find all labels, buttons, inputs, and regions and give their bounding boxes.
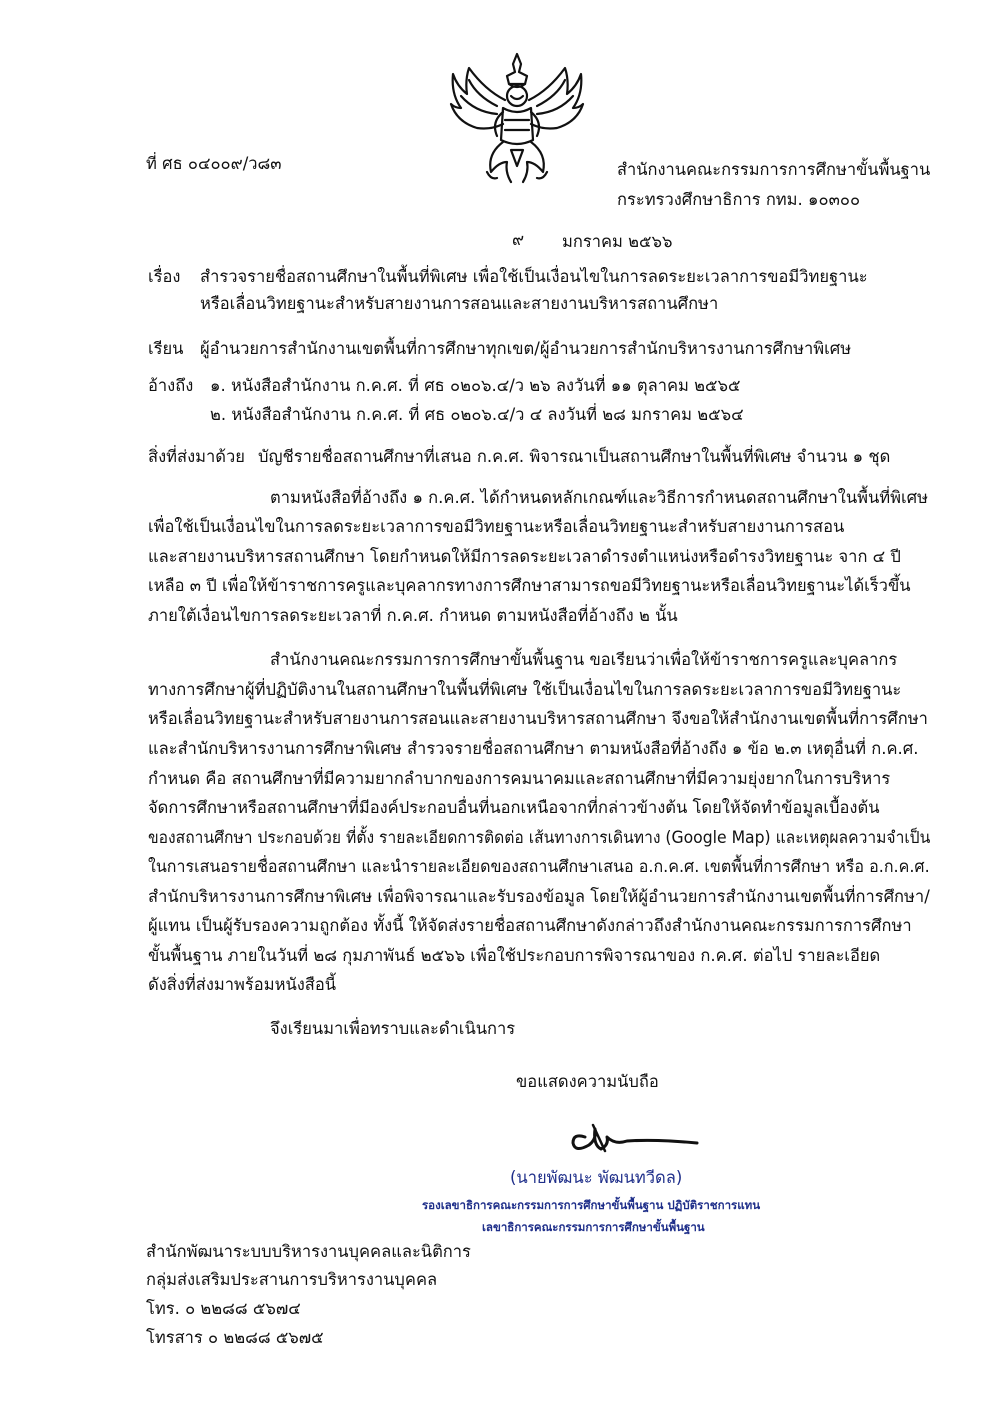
paragraph-1-line: และสายงานบริหารสถานศึกษา โดยกำหนดให้มีการลดระยะเวลาดำรงตำแหน่งหรือดำรงวิทยฐานะ จาก ๔ ปี <box>148 547 901 566</box>
paragraph-2-line: และสำนักบริหารงานการศึกษาพิเศษ สำรวจรายชื่อสถานศึกษา ตามหนังสือที่อ้างถึง ๑ ข้อ ๒.๓ เหตุอื่นที่ ก.ค.ศ. <box>148 739 919 758</box>
paragraph-2-line: จัดการศึกษาหรือสถานศึกษาที่มีองค์ประกอบอื่นที่นอกเหนือจากที่กล่าวข้างต้น โดยให้จัดทำข้อมูลเบื้องต้น <box>148 798 880 817</box>
paragraph-2-line: หรือเลื่อนวิทยฐานะสำหรับสายงานการสอนและสายงานบริหารสถานศึกษา จึงขอให้สำนักงานเขตพื้นที่การศึกษา <box>148 709 928 728</box>
paragraph-1-line: ภายใต้เงื่อนไขการลดระยะเวลาที่ ก.ค.ศ. กำหนด ตามหนังสือที่อ้างถึง ๒ นั้น <box>148 606 678 625</box>
paragraph-2-line: ในการเสนอรายชื่อสถานศึกษา และนำรายละเอียดของสถานศึกษาเสนอ อ.ก.ค.ศ. เขตพื้นที่การศึกษา หรือ อ.ก.ค.ศ. <box>148 857 930 876</box>
paragraph-2-line: สำนักงานคณะกรรมการการศึกษาขั้นพื้นฐาน ขอเรียนว่าเพื่อให้ข้าราชการครูและบุคลากร <box>270 650 898 669</box>
closing-request: จึงเรียนมาเพื่อทราบและดำเนินการ <box>270 1019 516 1038</box>
signatory-name: (นายพัฒนะ พัฒนทวีดล) <box>510 1168 683 1187</box>
footer-fax: โทรสาร ๐ ๒๒๘๘ ๕๖๗๕ <box>146 1328 324 1347</box>
footer-group: กลุ่มส่งเสริมประสานการบริหารงานบุคคล <box>146 1270 438 1289</box>
subject-label: เรื่อง <box>148 267 181 286</box>
salutation-label: เรียน <box>148 339 184 358</box>
signatory-title-line-1: รองเลขาธิการคณะกรรมการการศึกษาขั้นพื้นฐาน ปฏิบัติราชการแทน <box>422 1198 761 1212</box>
footer-office: สำนักพัฒนาระบบบริหารงานบุคคลและนิติการ <box>146 1242 471 1261</box>
paragraph-2-line: ขั้นพื้นฐาน ภายในวันที่ ๒๘ กุมภาพันธ์ ๒๕๖๖ เพื่อใช้ประกอบการพิจารณาของ ก.ค.ศ. ต่อไป รายละเอียด <box>148 946 881 965</box>
closing-regards: ขอแสดงความนับถือ <box>516 1072 659 1091</box>
garuda-emblem-icon <box>447 50 587 190</box>
paragraph-2-line: กำหนด คือ สถานศึกษาที่มีความยากลำบากของการคมนาคมและสถานศึกษาที่มีความยุ่งยากในการบริหาร <box>148 769 891 788</box>
date-month-year: มกราคม ๒๕๖๖ <box>562 232 673 251</box>
paragraph-2-line: ของสถานศึกษา ประกอบด้วย ที่ตั้ง รายละเอียดการติดต่อ เส้นทางการเดินทาง (Google Map) และเหตุผลความจำเป็น <box>148 828 931 847</box>
paragraph-1-line: เพื่อใช้เป็นเงื่อนไขในการลดระยะเวลาการขอมีวิทยฐานะหรือเลื่อนวิทยฐานะสำหรับสายงานการสอน <box>148 517 845 536</box>
reference-item: ๑. หนังสือสำนักงาน ก.ค.ศ. ที่ ศธ ๐๒๐๖.๔/ว ๒๖ ลงวันที่ ๑๑ ตุลาคม ๒๕๖๕ <box>210 376 741 395</box>
organization-address: กระทรวงศึกษาธิการ กทม. ๑๐๓๐๐ <box>617 190 861 209</box>
issuing-organization: สำนักงานคณะกรรมการการศึกษาขั้นพื้นฐาน <box>617 160 931 179</box>
paragraph-2-line: ทางการศึกษาผู้ที่ปฏิบัติงานในสถานศึกษาในพื้นที่พิเศษ ใช้เป็นเงื่อนไขในการลดระยะเวลาการขอมีวิทยฐานะ <box>148 680 902 699</box>
paragraph-1-line: เหลือ ๓ ปี เพื่อให้ข้าราชการครูและบุคลากรทางการศึกษาสามารถขอมีวิทยฐานะหรือเลื่อนวิทยฐานะได้เร็วขึ้น <box>148 576 911 595</box>
reference-item: ๒. หนังสือสำนักงาน ก.ค.ศ. ที่ ศธ ๐๒๐๖.๔/ว ๔ ลงวันที่ ๒๘ มกราคม ๒๕๖๔ <box>210 405 744 424</box>
enclosure-label: สิ่งที่ส่งมาด้วย <box>148 447 245 466</box>
recipient: ผู้อำนวยการสำนักงานเขตพื้นที่การศึกษาทุกเขต/ผู้อำนวยการสำนักบริหารงานการศึกษาพิเศษ <box>200 339 852 358</box>
enclosure-text: บัญชีรายชื่อสถานศึกษาที่เสนอ ก.ค.ศ. พิจารณาเป็นสถานศึกษาในพื้นที่พิเศษ จำนวน ๑ ชุด <box>258 447 891 466</box>
paragraph-2-line: ดังสิ่งที่ส่งมาพร้อมหนังสือนี้ <box>148 975 337 994</box>
footer-phone: โทร. ๐ ๒๒๘๘ ๕๖๗๔ <box>146 1299 301 1318</box>
subject-line-2: หรือเลื่อนวิทยฐานะสำหรับสายงานการสอนและสายงานบริหารสถานศึกษา <box>200 294 719 313</box>
document-number: ที่ ศธ ๐๔๐๐๙/ว๘๓ <box>146 154 282 173</box>
date-day: ๙ <box>512 230 525 249</box>
subject-line-1: สำรวจรายชื่อสถานศึกษาในพื้นที่พิเศษ เพื่อใช้เป็นเงื่อนไขในการลดระยะเวลาการขอมีวิทยฐานะ <box>200 267 868 286</box>
paragraph-2-line: สำนักบริหารงานการศึกษาพิเศษ เพื่อพิจารณาและรับรองข้อมูล โดยให้ผู้อำนวยการสำนักงานเขตพื้นที่การศึกษา/ <box>148 887 930 906</box>
signatory-title-line-2: เลขาธิการคณะกรรมการการศึกษาขั้นพื้นฐาน <box>482 1220 705 1234</box>
handwritten-signature-icon <box>565 1115 705 1165</box>
reference-label: อ้างถึง <box>148 376 194 395</box>
paragraph-2-line: ผู้แทน เป็นผู้รับรองความถูกต้อง ทั้งนี้ ให้จัดส่งรายชื่อสถานศึกษาดังกล่าวถึงสำนักงานคณะกรรมการการศึกษา <box>148 916 912 935</box>
paragraph-1-line: ตามหนังสือที่อ้างถึง ๑ ก.ค.ศ. ได้กำหนดหลักเกณฑ์และวิธีการกำหนดสถานศึกษาในพื้นที่พิเศษ <box>270 488 929 507</box>
